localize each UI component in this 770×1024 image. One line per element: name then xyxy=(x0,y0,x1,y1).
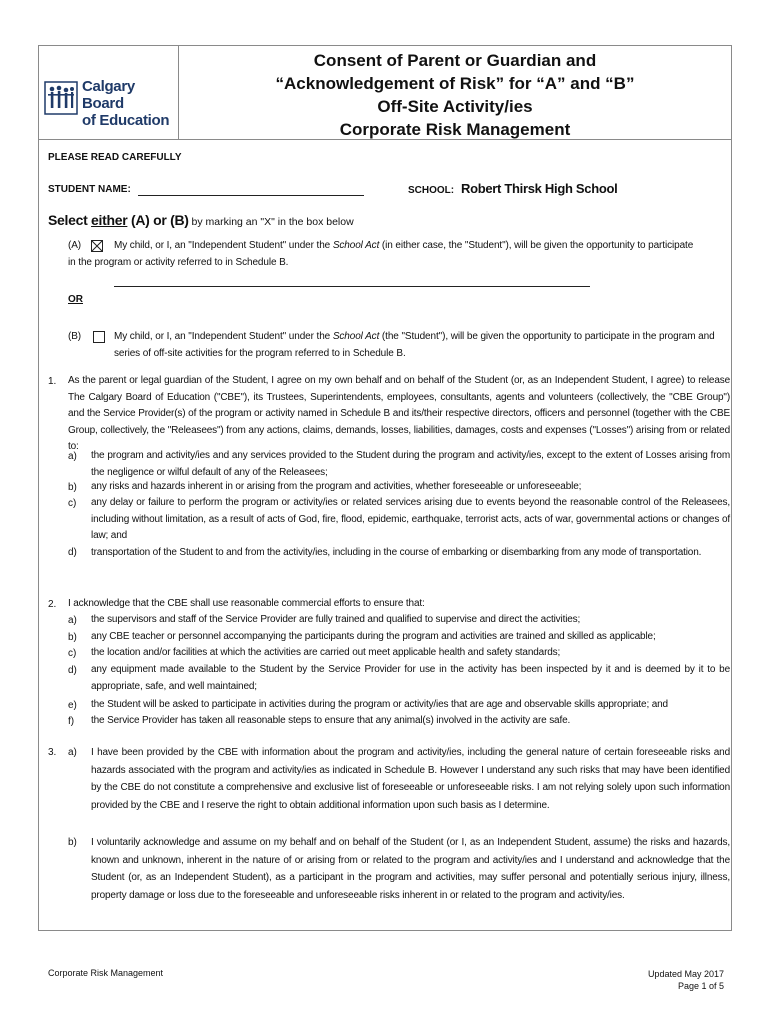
list-item-letter: b) xyxy=(68,482,77,493)
please-read-heading: PLEASE READ CAREFULLY xyxy=(48,152,182,163)
list-item-text: the supervisors and staff of the Service Provider are fully trained and qualified to supervise and direct the activities; xyxy=(91,614,581,625)
section-2-intro: I acknowledge that the CBE shall use reasonable commercial efforts to ensure that: xyxy=(68,598,425,609)
option-b-label: (B) xyxy=(68,331,82,342)
section-1-intro: As the parent or legal guardian of the Student, I agree on my own behalf and on behalf of the Student (or, as an Independent Student, I agree) to release The Calgary Board of Education ("CBE"), its Trustees, Superintendents, employees, consultants, agents and volunteers (collectively, the "CBE Group") and the Service Provider(s) of the program or activity named in Schedule B and its/their respective directors, officers and personnel (together with the CBE Group, collectively, the "Releasees") from any actions, claims, demands, losses, liabilities, damages, costs and expenses ("Losses") arising from or related to: xyxy=(68,375,730,452)
list-item-text: any equipment made available to the Student by the Service Provider for use in the activity has been inspected by it and is deemed by it to be appropriate, safe, and well maintained; xyxy=(91,664,730,692)
list-item-letter: c) xyxy=(68,648,77,659)
logo-line-2: of Education xyxy=(82,112,170,129)
list-item-letter: e) xyxy=(68,700,77,711)
document-header xyxy=(38,45,732,140)
logo-text xyxy=(82,78,172,129)
list-item-text: any risks and hazards inherent in or arising from the program and activities, whether foreseeable or unforeseeable; xyxy=(91,481,582,492)
school-name: Robert Thirsk High School xyxy=(461,181,618,196)
section-2-number: 2. xyxy=(48,599,57,610)
option-b-checkbox[interactable] xyxy=(93,331,105,343)
list-item-letter: c) xyxy=(68,498,77,509)
list-item-text: the Service Provider has taken all reasonable steps to ensure that any animal(s) involved in the activity are safe. xyxy=(91,715,571,726)
list-item-text: transportation of the Student to and from the activity/ies, including in the course of embarking or disembarking from any mode of transportation. xyxy=(91,547,702,558)
option-a-text: My child, or I, an "Independent Student" under the School Act (in either case, the "Student"), will be given the opportunity to participate xyxy=(114,240,694,251)
student-name-field[interactable] xyxy=(138,195,364,196)
list-item-text: the program and activity/ies and any services provided to the Student during the program and activity/ies, except to the extent of Losses arising from the negligence or wilful default of any of the Releasees; xyxy=(91,450,730,478)
list-item-text: any delay or failure to perform the program or activity/ies or related services arising due to events beyond the reasonable control of the Releasees, including without limitation, as a result of acts of God, fire, flood, epidemic, earthquake, terrorist acts, acts of war, governmental actions or changes of law; and xyxy=(91,497,730,541)
logo-box xyxy=(38,45,179,139)
footer-left: Corporate Risk Management xyxy=(48,968,164,978)
or-label: OR xyxy=(68,294,83,305)
cbe-logo xyxy=(44,75,172,129)
list-item-letter: d) xyxy=(68,547,77,558)
list-item-letter: f) xyxy=(68,716,75,727)
list-item-text: I have been provided by the CBE with information about the program and activity/ies, including the general nature of certain foreseeable risks and hazards associated with the program and activity/ies as indicated in Schedule B. However I understand any such risks that may have been identified by the CBE do not constitute a comprehensive and exclusive list of foreseeable or unforeseeable risks. I am not relying solely upon such information provided by the CBE and I reserve the right to obtain additional information upon such basis as I determine. xyxy=(91,747,730,811)
footer-updated: Updated May 2017 xyxy=(647,969,724,979)
list-item-text: any CBE teacher or personnel accompanying the participants during the program and activities are trained and skilled as applicable; xyxy=(91,631,656,642)
title-line-2: “Acknowledgement of Risk” for “A” and “B” xyxy=(275,74,635,93)
title-line-4: Corporate Risk Management xyxy=(339,120,571,139)
list-item-letter: d) xyxy=(68,665,77,676)
list-item-letter: a) xyxy=(68,451,77,462)
list-item-text: the Student will be asked to participate in activities during the program or activity/ies that are age and observable skills appropriate; and xyxy=(91,699,668,710)
list-item-letter: a) xyxy=(68,615,77,626)
section-1-number: 1. xyxy=(48,376,57,387)
x-mark-icon xyxy=(92,241,102,251)
document-title xyxy=(178,49,732,141)
list-item-text: the location and/or facilities at which the activities are carried out meet applicable health and safety standards; xyxy=(91,647,561,658)
option-b-text: My child, or I, an "Independent Student" under the School Act (the "Student"), will be given the opportunity to participate in the program and series of off-site activities for the program referred to in Schedule B. xyxy=(114,331,715,359)
option-a-label: (A) xyxy=(68,240,82,251)
school-label: SCHOOL: xyxy=(408,185,455,196)
select-instruction: Select either (A) or (B) by marking an "X" in the box below xyxy=(48,212,354,228)
title-line-1: Consent of Parent or Guardian and xyxy=(313,51,597,70)
logo-line-1: Calgary Board xyxy=(82,78,135,112)
title-line-3: Off-Site Activity/ies xyxy=(377,97,533,116)
list-item-letter: b) xyxy=(68,632,77,643)
option-a-text-line2: in the program or activity referred to in Schedule B. xyxy=(68,257,289,268)
section-3-number: 3. xyxy=(48,747,57,758)
list-item-letter: a) xyxy=(68,747,77,758)
list-item-text: I voluntarily acknowledge and assume on my behalf and on behalf of the Student (or I, as an Independent Student, assume) the risks and hazards, known and unknown, inherent in the nature of or arising from or related to the program and activity/ies and I understand and acknowledge that the Student (or, as an Independent Student), as a participant in the program and activities, may suffer personal and potentially serious injury, illness, property damage or loss due to the foreseeable and unforeseeable risks inherent in or related to the program and activity/ies. xyxy=(91,837,730,901)
student-name-label: STUDENT NAME: xyxy=(48,184,131,195)
footer-right xyxy=(648,968,724,992)
divider-line xyxy=(114,286,590,287)
footer-page-number: Page 1 of 5 xyxy=(677,981,724,991)
option-a-checkbox[interactable] xyxy=(91,240,103,252)
list-item-letter: b) xyxy=(68,837,77,848)
cbe-logo-icon xyxy=(44,81,78,115)
